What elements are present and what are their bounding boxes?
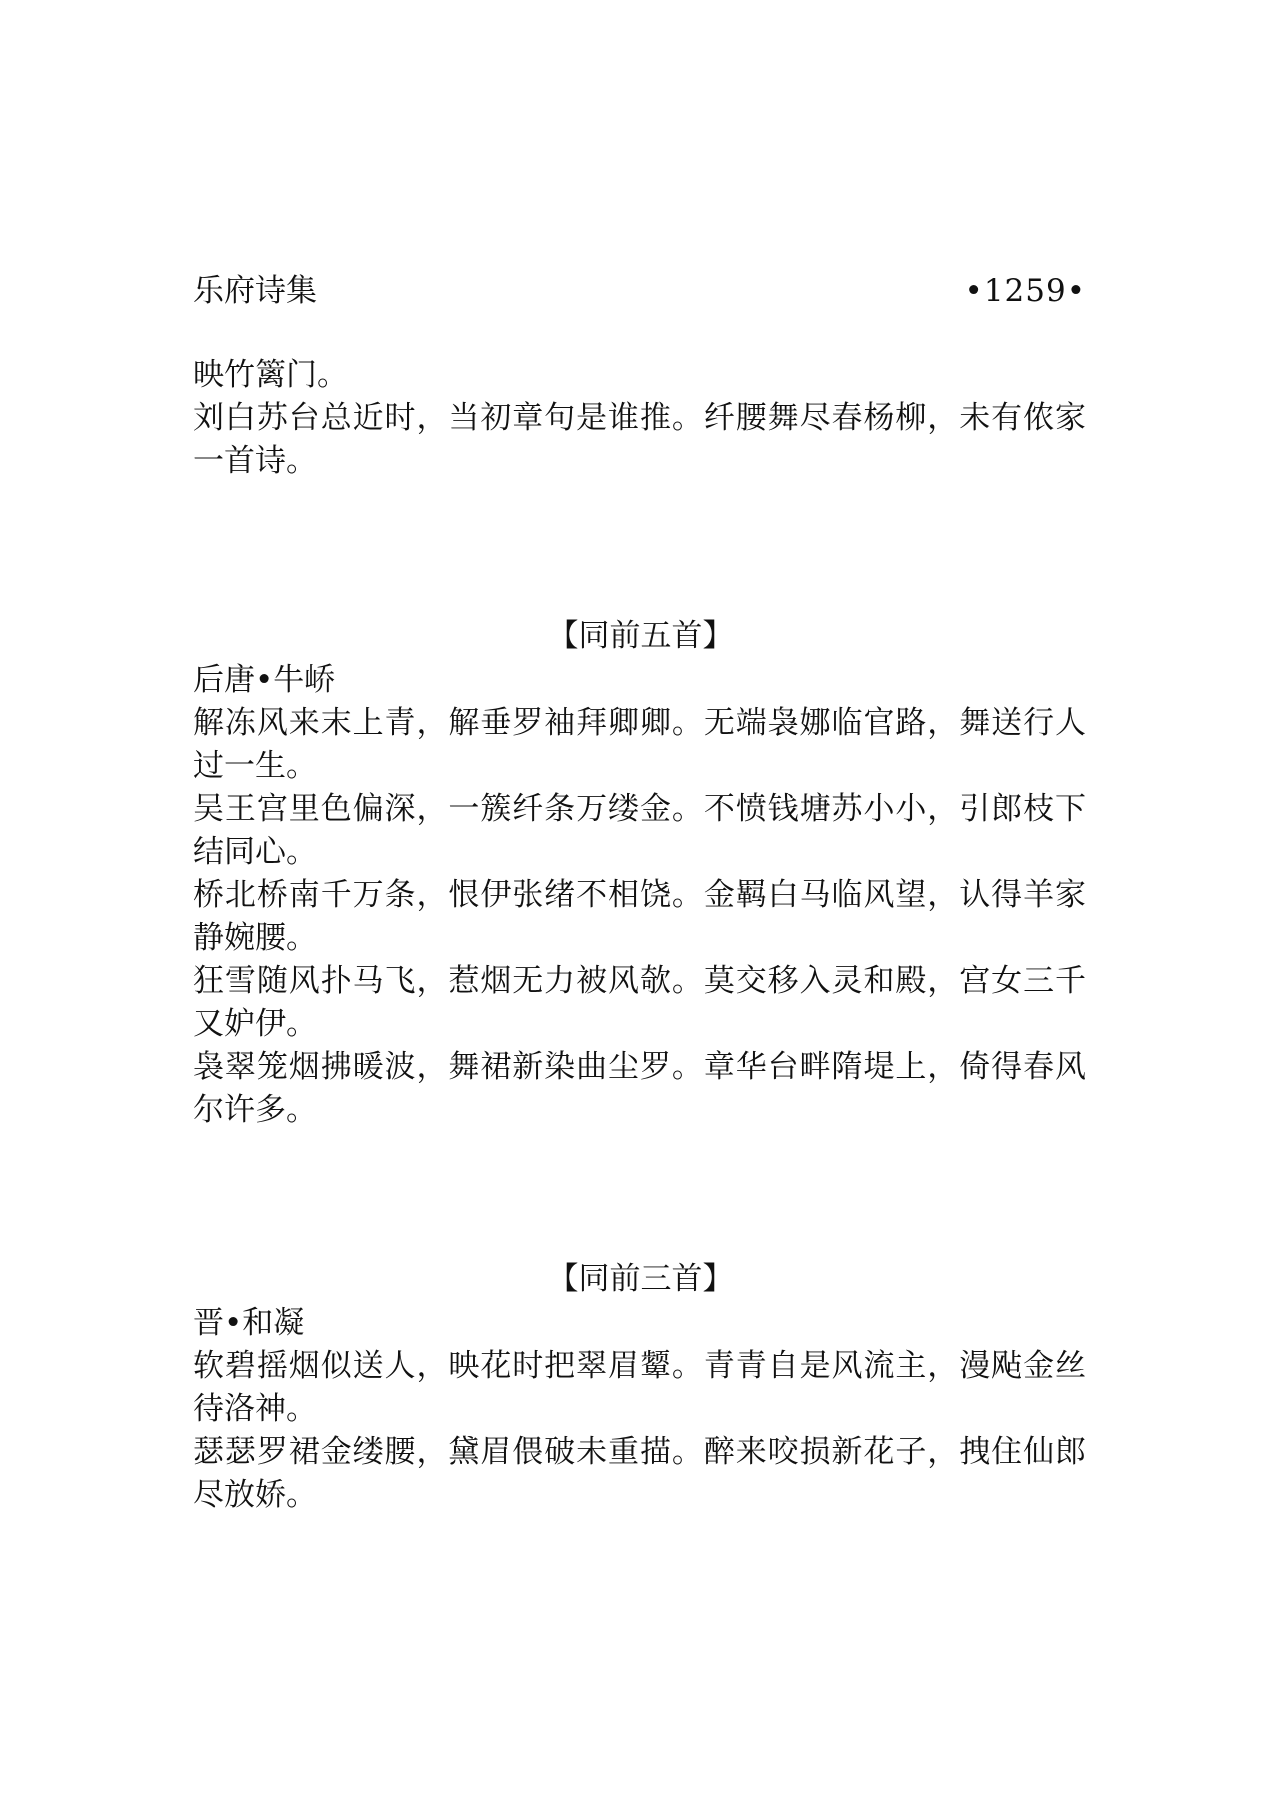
section-1 xyxy=(193,613,1086,1132)
section-heading: 【同前三首】 xyxy=(547,1261,734,1297)
page-header xyxy=(193,268,1086,314)
poem-verse: 桥北桥南千万条，恨伊张绪不相饶。金羁白马临风望，认得羊家静婉腰。 xyxy=(193,877,1086,956)
intro-line: 映竹篱门。 xyxy=(193,357,348,393)
intro-continuation xyxy=(193,354,1086,483)
document-page xyxy=(193,0,1086,1795)
poem-verse: 袅翠笼烟拂暖波，舞裙新染曲尘罗。章华台畔隋堤上，倚得春风尔许多。 xyxy=(193,1049,1086,1128)
page-number: •1259• xyxy=(964,273,1086,309)
intro-poem: 刘白苏台总近时，当初章句是谁推。纤腰舞尽春杨柳，未有侬家一首诗。 xyxy=(193,400,1086,479)
book-title: 乐府诗集 xyxy=(193,273,317,309)
poem-verse: 解冻风来末上青，解垂罗袖拜卿卿。无端袅娜临官路，舞送行人过一生。 xyxy=(193,705,1086,784)
section-author: 后唐•牛峤 xyxy=(193,662,336,698)
poem-verse: 吴王宫里色偏深，一簇纤条万缕金。不愤钱塘苏小小，引郎枝下结同心。 xyxy=(193,791,1086,870)
poem-verse: 瑟瑟罗裙金缕腰，黛眉偎破未重描。醉来咬损新花子，拽住仙郎尽放娇。 xyxy=(193,1434,1086,1513)
poem-verse: 狂雪随风扑马飞，惹烟无力被风欹。莫交移入灵和殿，宫女三千又妒伊。 xyxy=(193,963,1086,1042)
poem-verse: 软碧摇烟似送人，映花时把翠眉颦。青青自是风流主，漫飐金丝待洛神。 xyxy=(193,1348,1086,1427)
section-2 xyxy=(193,1256,1086,1517)
section-heading: 【同前五首】 xyxy=(547,618,734,654)
section-author: 晋•和凝 xyxy=(193,1305,305,1341)
